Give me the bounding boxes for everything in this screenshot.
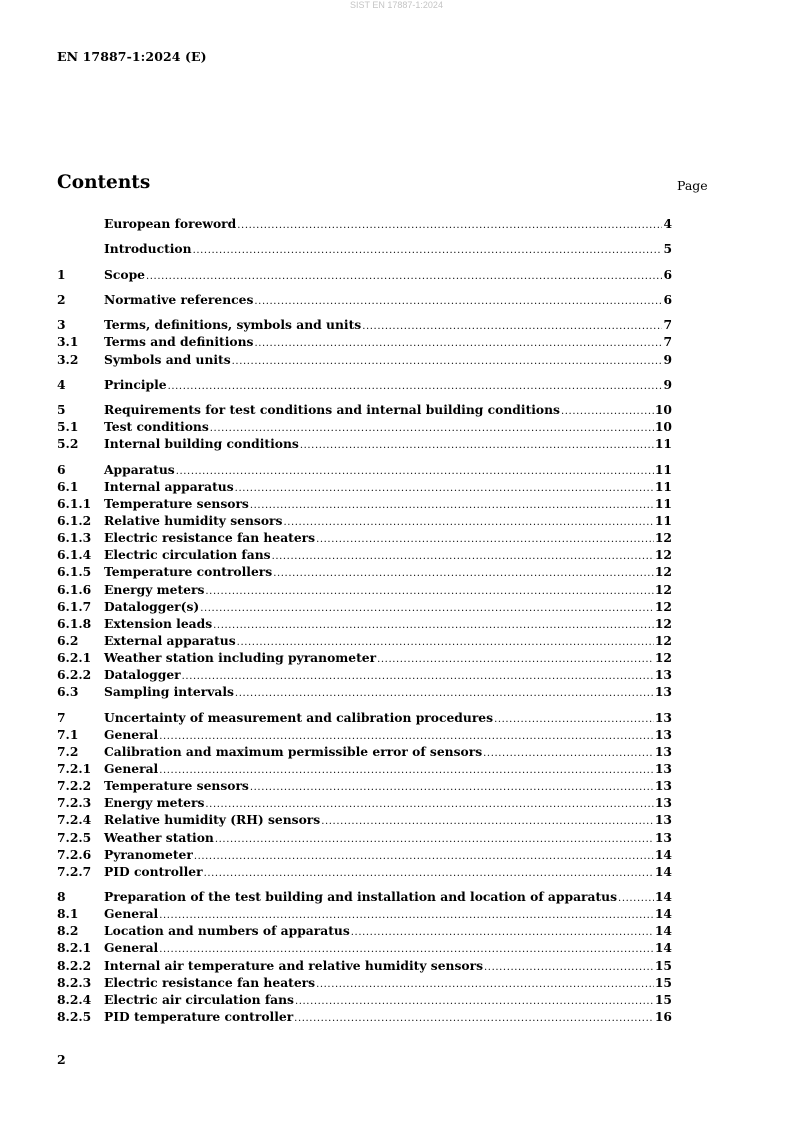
toc-dot-leader <box>182 671 654 682</box>
toc-entry-number: 7.1 <box>57 726 79 742</box>
toc-entry-number: 8.2.4 <box>57 991 92 1007</box>
toc-entry[interactable] <box>57 923 672 940</box>
toc-entry-page: 13 <box>654 812 672 828</box>
toc-entry-page: 11 <box>654 461 672 477</box>
toc-entry-page: 12 <box>654 632 672 648</box>
toc-entry-page: 15 <box>654 957 672 973</box>
toc-entry-page: 13 <box>654 795 672 811</box>
toc-entry-page: 4 <box>663 216 672 231</box>
toc-entry-page: 12 <box>654 564 672 580</box>
page-number: 2 <box>57 1052 66 1067</box>
toc-entry[interactable] <box>57 564 672 581</box>
toc-entry-number: 8.2.1 <box>57 940 92 956</box>
toc-entry-number: 7.2 <box>57 743 79 759</box>
toc-entry-page: 13 <box>654 726 672 742</box>
toc-entry-page: 13 <box>654 829 672 845</box>
toc-entry[interactable] <box>57 684 672 701</box>
toc-entry-page: 9 <box>663 376 672 392</box>
toc-dot-leader <box>204 868 654 879</box>
toc-entry-number: 6.1 <box>57 478 79 494</box>
toc-entry-number: 6.1.4 <box>57 547 92 563</box>
toc-entry-title: Electric air circulation fans <box>104 991 294 1007</box>
toc-entry[interactable] <box>57 334 672 351</box>
toc-entry-number: 6.1.7 <box>57 598 92 614</box>
toc-dot-leader <box>254 296 662 307</box>
toc-entry-title: Terms and definitions <box>104 334 254 350</box>
toc-entry-page: 11 <box>654 513 672 529</box>
toc-entry[interactable] <box>57 727 672 744</box>
toc-entry-title: General <box>104 761 159 776</box>
toc-entry-page: 12 <box>654 615 672 631</box>
toc-dot-leader <box>235 483 654 494</box>
toc-entry-page: 13 <box>654 743 672 759</box>
toc-entry[interactable] <box>57 906 672 923</box>
toc-entry-title: Calibration and maximum permissible error of sensors <box>104 743 483 759</box>
toc-entry-page: 6 <box>663 266 672 282</box>
toc-entry-title: Electric resistance fan heaters <box>104 974 316 990</box>
toc-entry-page: 12 <box>654 598 672 614</box>
toc-entry-title: Location and numbers of apparatus <box>104 923 350 939</box>
toc-entry-number: 3 <box>57 317 66 333</box>
toc-dot-leader <box>213 620 654 631</box>
toc-entry-page: 12 <box>654 650 672 666</box>
toc-entry-page: 15 <box>654 991 672 1007</box>
toc-dot-leader <box>235 688 654 699</box>
toc-entry[interactable] <box>57 513 672 530</box>
toc-entry[interactable] <box>57 436 672 453</box>
toc-entry-page: 12 <box>654 581 672 597</box>
toc-dot-leader <box>200 603 654 614</box>
toc-dot-leader <box>159 765 654 776</box>
toc-dot-leader <box>146 271 662 282</box>
toc-entry-number: 6.2.2 <box>57 667 92 683</box>
toc-entry[interactable] <box>57 241 672 258</box>
toc-entry[interactable] <box>57 940 672 957</box>
toc-entry[interactable] <box>57 1009 672 1026</box>
toc-entry-title: External apparatus <box>104 632 236 648</box>
toc-entry-page: 14 <box>654 889 672 905</box>
toc-entry-number: 6.2.1 <box>57 650 92 666</box>
toc-dot-leader <box>483 748 654 759</box>
toc-dot-leader <box>194 851 654 862</box>
toc-entry-title: Sampling intervals <box>104 684 234 700</box>
toc-entry[interactable] <box>57 530 672 547</box>
toc-entry-page: 10 <box>654 419 672 435</box>
toc-dot-leader <box>321 816 654 827</box>
toc-dot-leader <box>232 356 663 367</box>
toc-entry[interactable] <box>57 795 672 812</box>
toc-dot-leader <box>484 962 654 973</box>
toc-entry-number: 6.1.1 <box>57 495 92 511</box>
toc-dot-leader <box>159 731 654 742</box>
toc-dot-leader <box>215 834 654 845</box>
toc-entry-title: Requirements for test conditions and internal building conditions <box>104 402 560 418</box>
toc-entry-number: 8.2 <box>57 923 79 939</box>
toc-entry-number: 2 <box>57 291 66 307</box>
toc-entry-title: General <box>104 940 159 956</box>
toc-entry-title: Internal apparatus <box>104 478 234 494</box>
toc-entry-title: Scope <box>104 266 145 282</box>
toc-entry-title: Datalogger(s) <box>104 598 200 614</box>
toc-entry-page: 13 <box>654 667 672 683</box>
toc-dot-leader <box>205 586 653 597</box>
toc-entry[interactable] <box>57 864 672 881</box>
toc-entry-page: 13 <box>654 778 672 794</box>
toc-entry-page: 13 <box>654 761 672 776</box>
toc-entry[interactable] <box>57 830 672 847</box>
toc-entry[interactable] <box>57 419 672 436</box>
toc-entry-title: Datalogger <box>104 667 181 683</box>
toc-entry-page: 9 <box>663 351 672 367</box>
toc-entry-title: Terms, definitions, symbols and units <box>104 317 362 333</box>
toc-entry-title: Principle <box>104 376 167 392</box>
toc-dot-leader <box>193 245 663 256</box>
toc-entry-number: 7.2.5 <box>57 829 92 845</box>
toc-entry[interactable] <box>57 216 672 233</box>
toc-entry[interactable] <box>57 292 672 309</box>
toc-entry[interactable] <box>57 761 672 778</box>
toc-entry[interactable] <box>57 317 672 334</box>
toc-entry[interactable] <box>57 812 672 829</box>
toc-entry-page: 15 <box>654 974 672 990</box>
toc-entry-number: 6.1.5 <box>57 564 92 580</box>
toc-entry-page: 13 <box>654 709 672 725</box>
toc-entry-title: Pyranometer <box>104 846 193 862</box>
toc-entry-title: Internal building conditions <box>104 436 299 452</box>
toc-entry-page: 7 <box>663 334 672 350</box>
toc-entry-number: 5 <box>57 402 66 418</box>
toc-entry-number: 6 <box>57 461 66 477</box>
toc-dot-leader <box>168 381 663 392</box>
toc-entry[interactable] <box>57 547 672 564</box>
toc-entry-number: 7.2.7 <box>57 863 92 879</box>
toc-entry[interactable] <box>57 479 672 496</box>
toc-dot-leader <box>205 799 653 810</box>
toc-entry[interactable] <box>57 650 672 667</box>
toc-entry-page: 6 <box>663 291 672 307</box>
toc-entry-number: 5.1 <box>57 419 79 435</box>
toc-entry-page: 11 <box>654 495 672 511</box>
toc-entry[interactable] <box>57 992 672 1009</box>
toc-entry-number: 6.1.8 <box>57 615 92 631</box>
toc-entry[interactable] <box>57 267 672 284</box>
toc-dot-leader <box>237 637 654 648</box>
toc-entry-number: 1 <box>57 266 66 282</box>
toc-entry-title: Introduction <box>104 241 192 257</box>
toc-entry-number: 7.2.2 <box>57 778 92 794</box>
toc-dot-leader <box>362 321 662 332</box>
toc-entry-number: 8.2.3 <box>57 974 92 990</box>
toc-entry[interactable] <box>57 847 672 864</box>
toc-entry-number: 6.1.6 <box>57 581 92 597</box>
toc-entry-page: 12 <box>654 530 672 546</box>
toc-entry[interactable] <box>57 496 672 513</box>
toc-dot-leader <box>316 979 654 990</box>
toc-entry-page: 11 <box>654 478 672 494</box>
toc-entry-number: 6.2 <box>57 632 79 648</box>
toc-entry-number: 7 <box>57 709 66 725</box>
toc-entry-page: 13 <box>654 684 672 700</box>
toc-entry-number: 6.1.2 <box>57 513 92 529</box>
toc-entry[interactable] <box>57 616 672 633</box>
toc-entry-page: 14 <box>654 906 672 922</box>
toc-entry-title: Energy meters <box>104 795 205 811</box>
toc-dot-leader <box>300 440 654 451</box>
toc-entry-title: Test conditions <box>104 419 209 435</box>
toc-entry[interactable] <box>57 744 672 761</box>
toc-entry-number: 8.2.5 <box>57 1008 92 1024</box>
toc-dot-leader <box>295 996 654 1007</box>
toc-entry[interactable] <box>57 778 672 795</box>
toc-entry-page: 14 <box>654 923 672 939</box>
toc-entry[interactable] <box>57 352 672 369</box>
toc-dot-leader <box>377 654 654 665</box>
toc-entry[interactable] <box>57 599 672 616</box>
toc-entry-number: 8 <box>57 889 66 905</box>
toc-entry[interactable] <box>57 958 672 975</box>
toc-dot-leader <box>294 1013 654 1024</box>
toc-entry-title: Relative humidity sensors <box>104 513 283 529</box>
toc-dot-leader <box>351 927 654 938</box>
toc-entry-title: Energy meters <box>104 581 205 597</box>
toc-entry-page: 5 <box>663 241 672 257</box>
toc-dot-leader <box>210 423 654 434</box>
table-of-contents <box>57 216 672 1026</box>
toc-dot-leader <box>494 714 654 725</box>
toc-entry-title: European foreword <box>104 216 237 231</box>
toc-entry-number: 7.2.1 <box>57 761 92 776</box>
toc-dot-leader <box>273 568 654 579</box>
toc-entry-number: 8.2.2 <box>57 957 92 973</box>
toc-entry-title: PID controller <box>104 863 203 879</box>
toc-entry-number: 7.2.4 <box>57 812 92 828</box>
toc-entry-title: Uncertainty of measurement and calibration procedures <box>104 709 494 725</box>
toc-dot-leader <box>176 466 654 477</box>
toc-entry-page: 11 <box>654 436 672 452</box>
toc-entry-title: Temperature controllers <box>104 564 273 580</box>
toc-entry-number: 7.2.3 <box>57 795 92 811</box>
toc-entry-page: 7 <box>663 317 672 333</box>
toc-entry-number: 6.1.3 <box>57 530 92 546</box>
toc-entry[interactable] <box>57 402 672 419</box>
toc-entry-title: General <box>104 726 159 742</box>
toc-dot-leader <box>272 551 654 562</box>
toc-entry[interactable] <box>57 667 672 684</box>
toc-entry-page: 10 <box>654 402 672 418</box>
toc-entry[interactable] <box>57 975 672 992</box>
toc-dot-leader <box>250 500 654 511</box>
toc-entry-number: 6.3 <box>57 684 79 700</box>
toc-entry-title: Temperature sensors <box>104 778 249 794</box>
toc-entry-number: 3.2 <box>57 351 79 367</box>
toc-entry[interactable] <box>57 462 672 479</box>
toc-entry-page: 16 <box>654 1008 672 1024</box>
toc-entry-title: Temperature sensors <box>104 495 249 511</box>
toc-entry-page: 14 <box>654 863 672 879</box>
toc-entry[interactable] <box>57 377 672 394</box>
toc-entry-title: PID temperature controller <box>104 1008 294 1024</box>
toc-entry-title: Internal air temperature and relative humidity sensors <box>104 957 484 973</box>
toc-entry-title: Normative references <box>104 291 254 307</box>
toc-dot-leader <box>159 944 654 955</box>
watermark: SIST EN 17887-1:2024 <box>350 0 443 10</box>
toc-entry-page: 14 <box>654 846 672 862</box>
toc-entry[interactable] <box>57 710 672 727</box>
toc-entry-title: Extension leads <box>104 615 213 631</box>
toc-entry-number: 5.2 <box>57 436 79 452</box>
toc-entry-page: 14 <box>654 940 672 956</box>
toc-entry-title: Preparation of the test building and installation and location of apparatus <box>104 889 618 905</box>
toc-entry-title: Electric circulation fans <box>104 547 271 563</box>
toc-dot-leader <box>283 517 653 528</box>
document-id: EN 17887-1:2024 (E) <box>57 49 207 64</box>
toc-entry-title: General <box>104 906 159 922</box>
toc-entry-title: Weather station including pyranometer <box>104 650 377 666</box>
toc-dot-leader <box>254 338 662 349</box>
toc-dot-leader <box>618 893 654 904</box>
toc-entry-title: Weather station <box>104 829 214 845</box>
toc-entry-title: Electric resistance fan heaters <box>104 530 316 546</box>
toc-entry[interactable] <box>57 633 672 650</box>
page-column-label: Page <box>677 178 708 193</box>
toc-dot-leader <box>561 406 654 417</box>
toc-entry-title: Apparatus <box>104 461 175 477</box>
toc-entry-number: 3.1 <box>57 334 79 350</box>
toc-dot-leader <box>159 910 654 921</box>
toc-entry-number: 7.2.6 <box>57 846 92 862</box>
toc-entry[interactable] <box>57 582 672 599</box>
toc-entry-title: Relative humidity (RH) sensors <box>104 812 321 828</box>
toc-dot-leader <box>237 220 662 231</box>
toc-entry[interactable] <box>57 889 672 906</box>
toc-entry-number: 4 <box>57 376 66 392</box>
toc-dot-leader <box>316 534 654 545</box>
toc-entry-number: 8.1 <box>57 906 79 922</box>
toc-entry-page: 12 <box>654 547 672 563</box>
toc-entry-title: Symbols and units <box>104 351 231 367</box>
toc-dot-leader <box>250 782 654 793</box>
contents-title: Contents <box>57 172 151 193</box>
